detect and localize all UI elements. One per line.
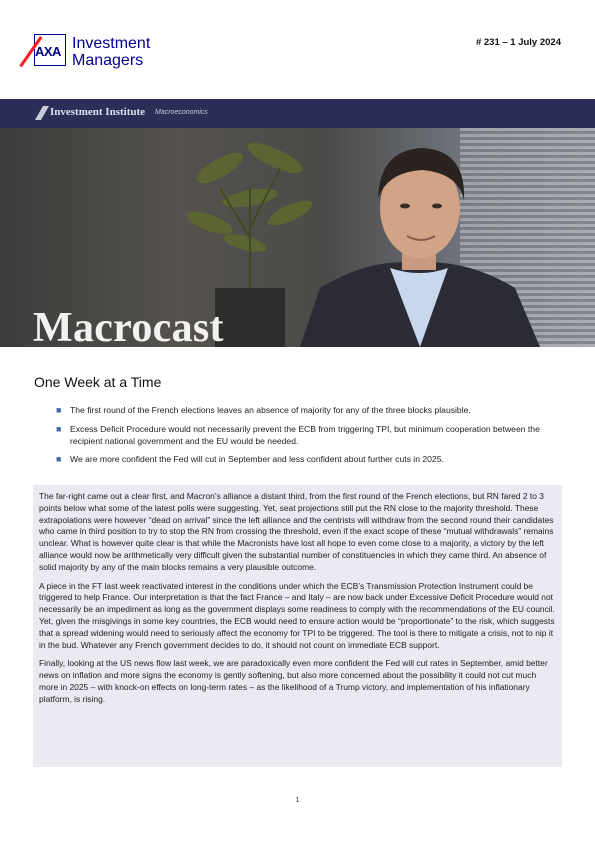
plant-pot	[215, 288, 285, 347]
summary-bullet	[56, 405, 566, 417]
section-title: One Week at a Time	[34, 374, 162, 390]
body-paragraph: The far-right came out a clear first, and Macron’s alliance a distant third, from the first round of the French elections, but RN fared 2 to 3 points below what some of the latest polls were suggesting. Yet, seat projections still put the RN close to the majority threshold. These extrapolations were however “dead on arrival” since the left alliance and the centrists will withdraw from the second round their candidates who came in third position to try to stop the RN from crossing the threshold, even if the exact scope of these “mutual withdrawals” remains unclear. What is however quite clear is that while the Macronists have lost all hope to even come close to a majority, a victory by the left alliance would now be arithmetically very difficult given the substantial number of constituencies in which they came third. An absence of solid majority by any of the main blocks remains a very plausible outcome.	[39, 491, 554, 572]
body-paragraph: A piece in the FT last week reactivated interest in the conditions under which the ECB’s Transmission Protection Instrument could be triggered to help France. Our interpretation is that the fact France – and Italy – are now back under Excessive Deficit Procedure would not necessarily be an impediment as long as the government displays some readiness to comply with the recommendations of the EU council. Yet, given the misgivings in some key countries, the ECB would need to ensure action would be “proportionate” to the risk, which suggests that a spread widening would need to seriously affect the economy for TPI to be triggered. The tool is there to mitigate a crisis, not to nip it in the bud. Whatever any French government decides to do, it should not count on immediate ECB support.	[39, 580, 555, 650]
summary-bullet-text: Excess Deficit Procedure would not necessarily prevent the ECB from triggering TPI, but minimum cooperation between the recipient national government and the EU would be needed.	[70, 423, 540, 446]
summary-bullet-text: We are more confident the Fed will cut in September and less confident about further cuts in 2025.	[70, 454, 444, 465]
article-body-panel	[33, 485, 562, 767]
brand-line-2: Managers	[72, 52, 144, 69]
institute-subtitle: Macroeconomics	[155, 109, 208, 116]
summary-bullets	[56, 405, 566, 473]
summary-bullet	[56, 424, 566, 448]
brand-line-1: Investment	[72, 35, 151, 52]
author-portrait	[290, 128, 550, 347]
summary-bullet	[56, 454, 566, 466]
logo-axa-text: AXA	[35, 44, 61, 59]
institute-slash-icon	[35, 106, 49, 120]
issue-date: # 231 – 1 July 2024	[475, 37, 561, 48]
summary-bullet-text: The first round of the French elections leaves an absence of majority for any of the three blocks plausible.	[70, 405, 471, 415]
institute-title: Investment Institute	[50, 106, 146, 118]
bullet-icon: ■	[56, 454, 62, 465]
bullet-icon: ■	[56, 423, 62, 434]
bullet-icon: ■	[56, 405, 62, 415]
hero-title: Macrocast	[33, 305, 224, 347]
page-number: 1	[295, 797, 300, 804]
brand-name	[72, 35, 150, 69]
body-paragraph: Finally, looking at the US news flow last week, we are paradoxically even more confident the Fed will cut rates in September, amid better news on inflation and more signs the economy is gently softening, but also more concerned about the possibility it could not cut much more in 2025 – with knock-on effects on long-term rates – as the likelihood of a Trump victory, and implementation of his inflationary platform, is rising.	[39, 658, 548, 704]
hero-photo	[0, 128, 595, 347]
